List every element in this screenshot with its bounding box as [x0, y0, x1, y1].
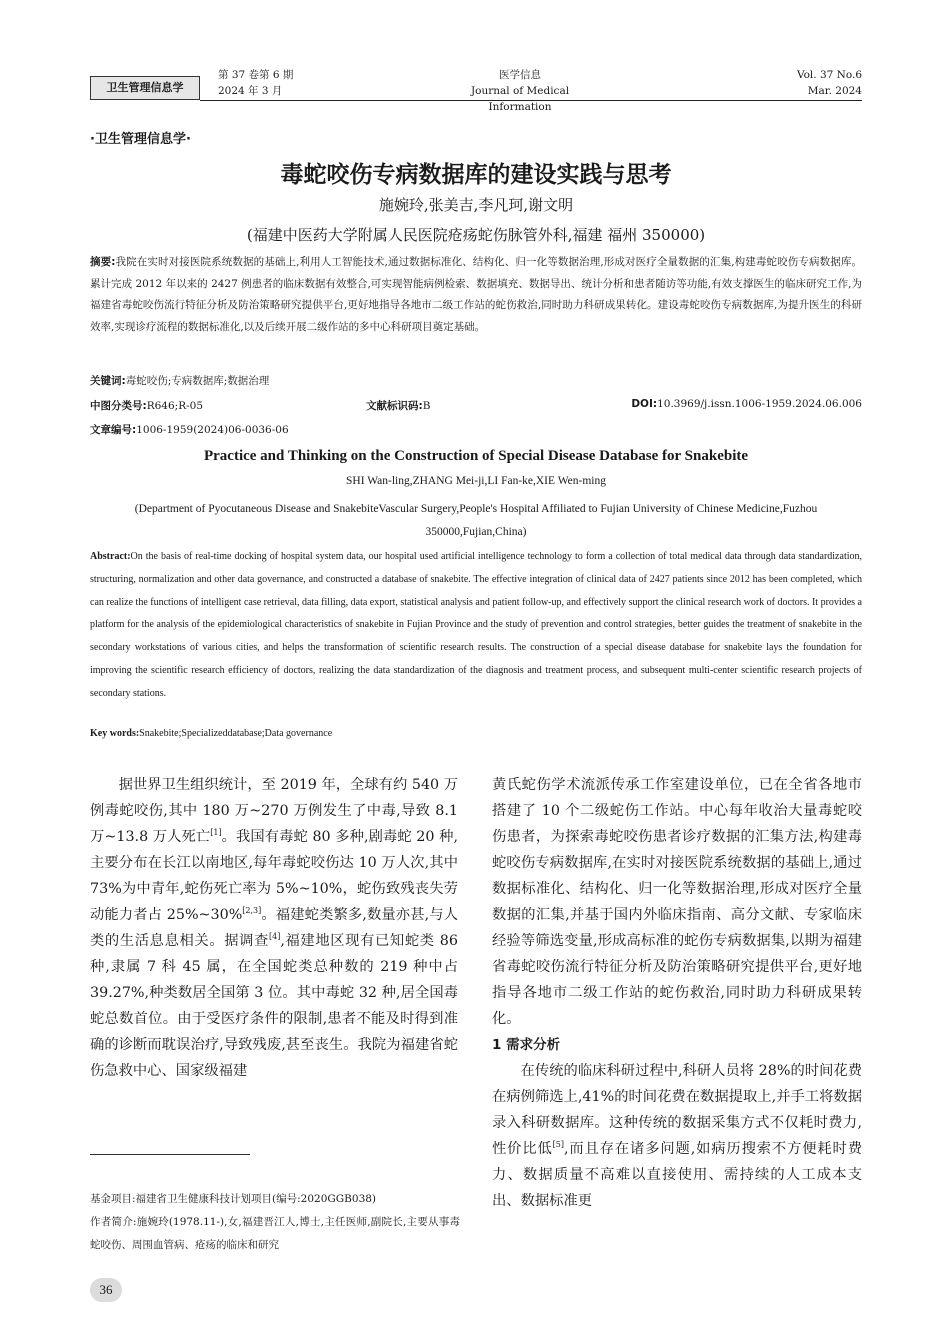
doi-label: DOI:: [631, 398, 658, 410]
citation: [5]: [552, 1140, 564, 1150]
keywords-en: [90, 728, 332, 739]
article-number-label: 文章编号:: [90, 424, 137, 436]
footnotes: [90, 1188, 460, 1257]
body-text: ,福建地区现有已知蛇类 86 种,隶属 7 科 45 属，在全国蛇类总种数的 219 种中占 39.27%,种类数居全国第 3 位。其中毒蛇 32 种,居全国毒蛇总数首位。由于受医疗条件的限制,患者不能及时得到准确的诊断而耽误治疗,导致残废,甚至丧生。我院为福建省蛇伤急救中心、国家级福建: [90, 933, 458, 1079]
header-rule: [200, 100, 862, 101]
header-journal-cn: 医学信息: [499, 69, 541, 81]
classification-label: 中图分类号:: [90, 400, 147, 412]
doc-code: [366, 398, 430, 413]
header-issue-cn: [218, 67, 293, 99]
fund-note: 基金项目:福建省卫生健康科技计划项目(编号:2020GGB038): [90, 1193, 377, 1205]
keywords-cn: [90, 373, 269, 388]
body-column-right: [492, 772, 862, 1214]
citation: [1]: [210, 828, 222, 838]
keywords-cn-label: 关键词:: [90, 375, 126, 387]
section-heading: 1 需求分析: [492, 1037, 561, 1053]
footnote-rule: [90, 1154, 250, 1155]
header-date-cn: 2024 年 3 月: [218, 85, 283, 97]
doc-code-value: B: [422, 400, 431, 412]
body-text: ,而且存在诸多问题,如病历搜索不方便耗时费力、数据质量不高难以直接使用、需持续的人工成本支出、数据标准更: [492, 1141, 863, 1209]
keywords-en-label: Key words:: [90, 728, 140, 739]
classification: [90, 398, 203, 413]
body-column-left: [90, 772, 458, 1084]
abstract-cn: [90, 252, 862, 338]
header-volume-en: Vol. 37 No.6: [796, 69, 862, 81]
authors-en: SHI Wan-ling,ZHANG Mei-ji,LI Fan-ke,XIE Wen-ming: [346, 475, 606, 487]
abstract-cn-text: 我院在实时对接医院系统数据的基础上,利用人工智能技术,通过数据标准化、结构化、归一化等数据治理,形成对医疗全量数据的汇集,构建毒蛇咬伤专病数据库。累计完成 2012 年以来的 2427 例患者的临床数据有效整合,可实现智能病例检索、数据填充、数据导出、统计分析和患者随访等功能,有效支撑医生的临床研究工作,为福建省毒蛇咬伤流行特征分析及防治策略研究提供平台,更好地指导各地市二级工作站的蛇伤救治,同时助力科研成果转化。建设毒蛇咬伤专病数据库,为提升医生的科研效率,实现诊疗流程的数据标准化,以及后续开展二级作站的多中心科研项目奠定基础。: [90, 256, 862, 333]
classification-value: R646;R-05: [146, 400, 204, 412]
body-paragraph: 黄氏蛇伤学术流派传承工作室建设单位，已在全省各地市搭建了 10 个二级蛇伤工作站。中心每年收治大量毒蛇咬伤患者，为探索毒蛇咬伤患者诊疗数据的汇集方法,构建毒蛇咬伤专病数据库,在实时对接医院系统数据的基础上,通过数据标准化、结构化、归一化等数据治理,形成对医疗全量数据的汇集,并基于国内外临床指南、高分文献、专家临床经验等筛选变量,形成高标准的蛇伤专病数据集,以期为福建省毒蛇咬伤流行特征分析及防治策略研究提供平台,更好地指导各地市二级工作站的蛇伤救治,同时助力科研成果转化。: [492, 777, 862, 1027]
article-title-en: Practice and Thinking on the Construction of Special Disease Database for Snakebite: [203, 448, 749, 464]
article-number: [90, 422, 289, 437]
abstract-en-label: Abstract:: [90, 551, 131, 562]
keywords-en-text: Snakebite;Specializeddatabase;Data governance: [139, 728, 333, 739]
body-text: 。福建蛇类繁多,数量亦甚,与人类的生活息息相关。据调查: [90, 907, 458, 949]
body-paragraph: [90, 772, 458, 1084]
abstract-en-text: On the basis of real-time docking of hospital system data, our hospital used artificial intelligence technology to form a collection of total medical data through data standardization, structuring, normalization and other data governance, and constructed a database of snakebite. The effective integration of clinical data of 2427 patients since 2012 has been completed, which can realize the functions of intelligent case retrieval, data filling, data export, statistical analysis and patient follow-up, and effectively support the clinical research work of doctors. It provides a platform for the analysis of the epidemiological characteristics of snakebite in Fujian Province and the study of prevention and control strategies, better guides the treatment of snakebite in the secondary workstations of various cities, and helps the transformation of scientific research results. The construction of a special disease database for snakebite lays the foundation for improving the scientific research efficiency of doctors, realizing the data standardization of the diagnosis and treatment process, and subsequent multi-center scientific research projects of secondary stations.: [90, 551, 862, 699]
header-date-en: Mar. 2024: [807, 85, 862, 97]
article-title: 毒蛇咬伤专病数据库的建设实践与思考: [280, 162, 672, 188]
header-journal: [440, 67, 600, 115]
affiliation: (福建中医药大学附属人民医院疮疡蛇伤脉管外科,福建 福州 350000): [246, 226, 706, 244]
header-issue-en: [797, 67, 862, 99]
author-bio: 作者简介:施婉玲(1978.11-),女,福建晋江人,博士,主任医师,副院长,主要从事毒蛇咬伤、周围血管病、疮疡的临床和研究: [90, 1216, 460, 1251]
body-text: 。我国有毒蛇 80 多种,剧毒蛇 20 种,主要分布在长江以南地区,每年毒蛇咬伤达 10 万人次,其中 73%为中青年,蛇伤死亡率为 5%~10%，蛇伤致残丧失劳动能力者占 25%~30%: [90, 829, 459, 923]
section-tag: ·卫生管理信息学·: [90, 132, 191, 147]
doc-code-label: 文献标识码:: [366, 400, 423, 412]
affiliation-en: (Department of Pyocutaneous Disease and SnakebiteVascular Surgery,People's Hospital Affiliated to Fujian University of Chinese Medicine,Fuzhou 350000,Fujian,China): [134, 503, 818, 538]
citation: [4]: [268, 932, 281, 942]
body-text: 在传统的临床科研过程中,科研人员将 28%的时间花费在病例筛选上,41%的时间花费在数据提取上,并手工将数据录入科研数据库。这种传统的数据采集方式不仅耗时费力,性价比低: [492, 1063, 862, 1157]
authors: 施婉玲,张美吉,李凡珂,谢文明: [378, 196, 574, 214]
abstract-cn-label: 摘要:: [90, 256, 116, 268]
citation: [2,3]: [242, 906, 262, 916]
meta-row: [90, 398, 862, 414]
article-number-value: 1006-1959(2024)06-0036-06: [136, 424, 289, 436]
body-text: 据世界卫生组织统计，至 2019 年，全球有约 540 万例毒蛇咬伤,其中 180 万~270 万例发生了中毒,导致 8.1 万~13.8 万人死亡: [90, 777, 458, 845]
keywords-cn-text: 毒蛇咬伤;专病数据库;数据治理: [125, 375, 270, 387]
header-journal-en: Journal of Medical Information: [470, 85, 570, 113]
page-number: 36: [90, 1278, 122, 1302]
doi: [631, 398, 862, 410]
header-volume-cn: 第 37 卷第 6 期: [218, 69, 294, 81]
section-badge: 卫生管理信息学: [90, 76, 200, 100]
running-header: [90, 64, 862, 113]
abstract-en: [90, 546, 862, 706]
doi-value: 10.3969/j.issn.1006-1959.2024.06.006: [657, 398, 862, 410]
body-paragraph: [492, 1058, 862, 1214]
